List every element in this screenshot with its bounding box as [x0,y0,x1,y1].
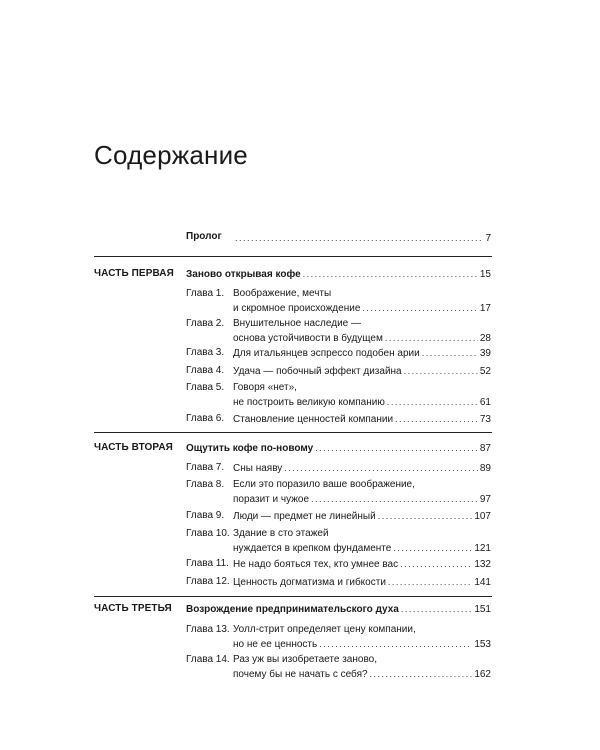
chapter-title-line2: и скромное происхождение [233,303,361,314]
chapter-entry[interactable] [233,509,491,524]
chapter-label: Глава 10. [186,528,230,539]
part-title-entry[interactable] [186,267,491,282]
page-number: 151 [474,604,491,615]
page-number: 107 [474,511,491,522]
chapter-title-line1: Уолл-стрит определяет цену компании, [233,624,416,635]
chapter-title-line2: почему бы не начать с себя? [233,669,368,680]
leader-dots [393,541,472,556]
leader-dots [362,301,477,316]
part-title-entry[interactable] [186,441,491,456]
chapter-title: Люди — предмет не линейный [233,511,376,522]
prolog-label: Пролог [186,231,222,242]
chapter-entry[interactable] [233,287,491,316]
page-number: 153 [474,639,491,650]
chapter-label: Глава 7. [186,462,225,473]
chapter-title: Удача — побочный эффект дизайна [233,366,402,377]
chapter-title-line2: поразит и чужое [233,494,310,505]
chapter-entry[interactable] [233,478,491,507]
chapter-label: Глава 1. [186,288,225,299]
chapter-title-line2: нуждается в крепком фундаменте [233,543,392,554]
chapter-title-line2: основа устойчивости в будущем [233,333,383,344]
leader-dots [400,557,472,572]
page-number: 97 [479,494,491,505]
chapter-label: Глава 14. [186,654,230,665]
chapter-entry[interactable] [233,381,491,410]
leader-dots [315,441,478,456]
chapter-entry[interactable] [233,653,491,682]
part-label: ЧАСТЬ ПЕРВАЯ [94,268,174,279]
leader-dots [395,412,478,427]
section-divider [94,596,492,597]
chapter-title: Становление ценностей компании [233,414,394,425]
page-number: 132 [474,559,491,570]
page-number: 7 [485,233,491,244]
chapter-label: Глава 4. [186,365,225,376]
chapter-label: Глава 2. [186,318,225,329]
page-number: 121 [474,543,491,554]
page-number: 17 [479,303,491,314]
section-divider [94,432,492,433]
leader-dots [387,395,478,410]
leader-dots [404,364,478,379]
prolog-entry[interactable] [233,231,491,246]
part-label: ЧАСТЬ ТРЕТЬЯ [94,603,172,614]
page-number: 52 [479,366,491,377]
part-label: ЧАСТЬ ВТОРАЯ [94,442,173,453]
page-number: 39 [479,348,491,359]
chapter-title-line1: Говоря «нет», [233,382,297,393]
leader-dots [311,492,478,507]
chapter-label: Глава 12. [186,576,230,587]
part-title: Заново открывая кофе [186,269,301,280]
chapter-title-line2: не построить великую компанию [233,397,385,408]
page-number: 162 [474,669,491,680]
page-number: 87 [479,443,491,454]
chapter-label: Глава 5. [186,382,225,393]
chapter-label: Глава 3. [186,347,225,358]
chapter-title: Не надо бояться тех, кто умнее вас [233,559,399,570]
chapter-title-line1: Если это поразило ваше воображение, [233,479,415,490]
chapter-entry[interactable] [233,346,491,361]
section-divider [94,256,492,257]
page-number: 28 [479,333,491,344]
leader-dots [385,331,478,346]
chapter-label: Глава 11. [186,558,229,569]
chapter-label: Глава 8. [186,479,225,490]
chapter-title-line1: Здание в сто этажей [233,528,329,539]
chapter-label: Глава 9. [186,510,225,521]
chapter-title: Сны наяву [233,463,283,474]
page-number: 61 [479,397,491,408]
leader-dots [370,667,473,682]
chapter-entry[interactable] [233,575,491,590]
chapter-title: Ценность догматизма и гибкости [233,577,386,588]
chapter-entry[interactable] [233,317,491,346]
chapter-entry[interactable] [233,557,491,572]
chapter-entry[interactable] [233,527,491,556]
chapter-label: Глава 13. [186,624,230,635]
page-number: 89 [479,463,491,474]
chapter-entry[interactable] [233,623,491,652]
leader-dots [303,267,478,282]
leader-dots [284,461,478,476]
page-number: 141 [474,577,491,588]
part-title-entry[interactable] [186,602,491,617]
chapter-title: Для итальянцев эспрессо подобен арии [233,348,420,359]
chapter-entry[interactable] [233,364,491,379]
leader-dots [422,346,478,361]
chapter-entry[interactable] [233,461,491,476]
chapter-title-line1: Воображение, мечты [233,288,332,299]
page-number: 15 [479,269,491,280]
part-title: Возрождение предпринимательского духа [186,604,399,615]
leader-dots [401,602,472,617]
leader-dots [378,509,473,524]
chapter-title-line1: Раз уж вы изобретаете заново, [233,654,377,665]
leader-dots [388,575,472,590]
part-title: Ощутить кофе по-новому [186,443,314,454]
page-title: Содержание [94,140,248,170]
chapter-entry[interactable] [233,412,491,427]
chapter-label: Глава 6. [186,413,225,424]
chapter-title-line2: но не ее ценность [233,639,318,650]
page-number: 73 [479,414,491,425]
chapter-title-line1: Внушительное наследие — [233,318,361,329]
leader-dots [235,231,483,246]
leader-dots [319,637,472,652]
